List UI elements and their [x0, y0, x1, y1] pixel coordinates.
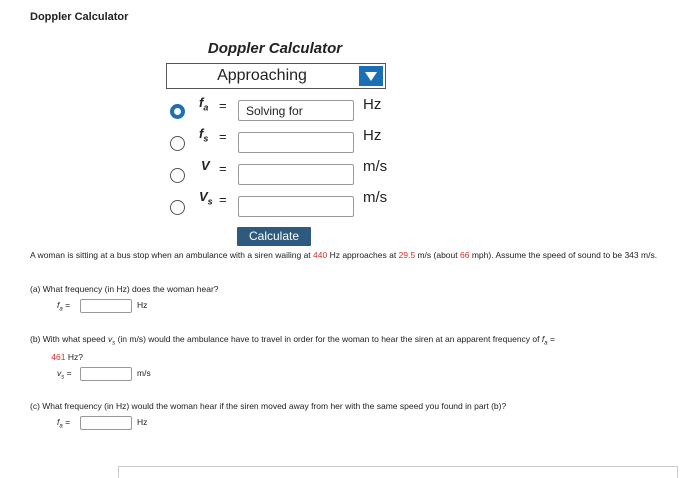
calculator-title: Doppler Calculator [207, 40, 343, 57]
part-b-var: $v_s$ = [57, 368, 72, 381]
vs-input[interactable] [238, 196, 354, 217]
mode-select[interactable] [166, 63, 386, 89]
fa-input[interactable] [238, 100, 354, 121]
part-c-question: (c) What frequency (in Hz) would the woman hear if the siren moved away from her with the same speed you found in part (b)? [30, 401, 507, 411]
v-unit: m/s [363, 158, 388, 175]
var-fs-label: $f_s$ [199, 126, 209, 144]
problem-statement: A woman is sitting at a bus stop when an ambulance with a siren wailing at 440 Hz approaches at 29.5 m/s (about 66 mph). Assume the speed of sound to be 343 m/s. [30, 250, 658, 260]
mode-select-value: Approaching [217, 67, 307, 84]
bottom-panel [118, 466, 678, 478]
vs-unit: m/s [363, 189, 388, 206]
part-a-answer-input[interactable] [80, 299, 132, 313]
part-b-answer-input[interactable] [80, 367, 132, 381]
radio-fs[interactable] [170, 136, 185, 151]
v-input[interactable] [238, 164, 354, 185]
radio-fa[interactable] [170, 104, 185, 119]
fs-input[interactable] [238, 132, 354, 153]
equals-sign: = [219, 161, 227, 176]
fs-unit: Hz [363, 127, 382, 144]
part-c-var: $f_a$ = [57, 417, 71, 430]
part-a-var: $f_a$ = [57, 300, 71, 313]
var-vs-label: $V_s$ [199, 189, 213, 207]
part-c-answer-input[interactable] [80, 416, 132, 430]
page-title: Doppler Calculator [30, 11, 129, 23]
calculate-button[interactable]: Calculate [237, 227, 311, 246]
part-c-unit: Hz [137, 417, 148, 427]
part-a-unit: Hz [137, 300, 148, 310]
radio-v[interactable] [170, 168, 185, 183]
equals-sign: = [219, 129, 227, 144]
part-b-question: (b) With what speed $v_s$ (in m/s) would the ambulance have to travel in order for the woman to hear the siren at an apparent frequency of $f_a$ = 461 Hz? [30, 334, 555, 362]
equals-sign: = [219, 98, 227, 113]
var-v-label: V [201, 158, 210, 173]
part-a-question: (a) What frequency (in Hz) does the woman hear? [30, 284, 219, 294]
radio-vs[interactable] [170, 200, 185, 215]
dropdown-arrow-icon[interactable] [359, 66, 383, 86]
equals-sign: = [219, 192, 227, 207]
part-b-unit: m/s [137, 368, 151, 378]
var-fa-label: $f_a$ [199, 95, 209, 113]
fa-unit: Hz [363, 96, 382, 113]
